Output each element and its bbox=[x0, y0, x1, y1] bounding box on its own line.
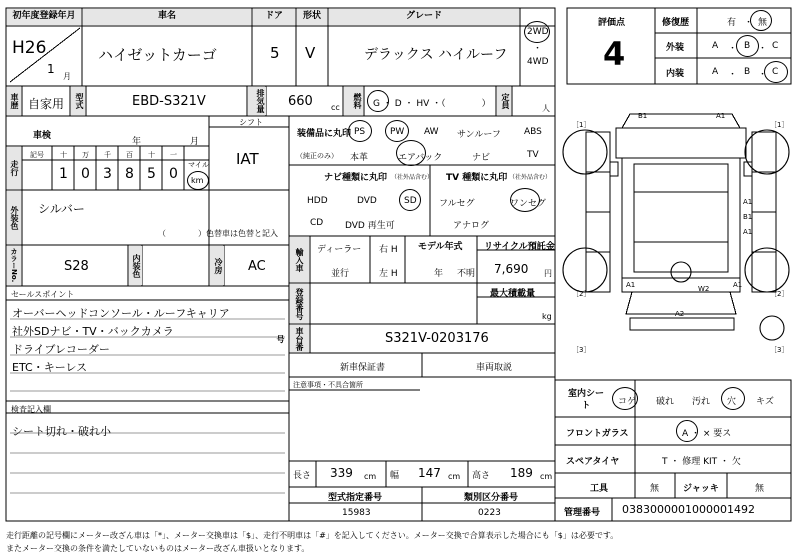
windshield-options: A ・ × 要ス bbox=[682, 429, 732, 439]
diagram-label-b1-top: B1 bbox=[638, 112, 648, 120]
ext-a: A bbox=[712, 41, 719, 51]
grade-label: グレード bbox=[329, 9, 519, 25]
length-label: 長さ bbox=[293, 471, 312, 481]
car-name-label: 車名 bbox=[83, 9, 251, 25]
digit-3: 3 bbox=[103, 166, 112, 182]
navi-sd: SD bbox=[404, 196, 417, 206]
navi-hdd: HDD bbox=[307, 196, 328, 206]
circle-sd bbox=[399, 189, 421, 211]
capacity-unit: 人 bbox=[542, 104, 550, 113]
footer-note-1: 走行距離の記号欄にメーター改ざん車は「*」、メーター交換車は「$」、走行不明車は「#」を記入してください。メーター交換で合算表示した場合にも「$」は必要です。 bbox=[6, 531, 619, 540]
corner-label-tl: ［1］ bbox=[572, 121, 591, 129]
shape: V bbox=[305, 44, 316, 62]
import-left-h: 左 H bbox=[379, 269, 398, 279]
windshield-label: フロントガラス bbox=[566, 429, 629, 439]
corner-label-tr: ［1］ bbox=[770, 121, 789, 129]
equip-ps: PS bbox=[354, 127, 366, 137]
fuel-label: 燃料 bbox=[344, 87, 363, 115]
int-dot2: ・ bbox=[758, 70, 768, 80]
exterior-color: シルバー bbox=[38, 202, 85, 216]
equip-leather: 本革 bbox=[350, 153, 369, 163]
type-designation-value: 15983 bbox=[342, 508, 371, 518]
model: EBD-S321V bbox=[132, 94, 206, 109]
import-label: 輸入車 bbox=[290, 237, 309, 282]
tv-analog: アナログ bbox=[453, 221, 490, 231]
inspection-month-unit: 月 bbox=[190, 137, 200, 147]
car-name: ハイゼットカーゴ bbox=[98, 46, 217, 64]
shape-label: 形状 bbox=[297, 9, 327, 25]
sales-point-1: オーバーヘッドコンソール・ルーフキャリア bbox=[12, 307, 230, 320]
recycle-label: リサイクル預託金 bbox=[484, 242, 555, 252]
km-label: km bbox=[191, 176, 204, 185]
circle-seat-burn bbox=[612, 387, 638, 410]
navi-dvd: DVD bbox=[357, 196, 377, 206]
int-b: B bbox=[744, 67, 751, 77]
shift: IAT bbox=[236, 150, 259, 168]
circle-int-c bbox=[764, 61, 788, 83]
digit-4: 8 bbox=[125, 166, 134, 182]
repair-yes: 有 bbox=[727, 18, 737, 28]
corner-label-br: ［3］ bbox=[770, 346, 789, 354]
digit-1: 1 bbox=[59, 166, 68, 182]
exterior-color-note: （ ）色替車は色替と記入 bbox=[158, 229, 278, 238]
exterior-label: 外装 bbox=[666, 43, 685, 53]
doors: 5 bbox=[270, 44, 280, 62]
width-unit: cm bbox=[448, 472, 461, 481]
int-dot1: ・ bbox=[728, 70, 738, 80]
circle-pw bbox=[385, 120, 409, 142]
max-load-label: 最大積載量 bbox=[490, 289, 536, 299]
diagram-label-w2: W2 bbox=[698, 285, 710, 293]
displacement-unit: cc bbox=[331, 103, 340, 112]
mile-label: マイル bbox=[188, 161, 209, 169]
diagram-label-a2: A2 bbox=[675, 310, 685, 318]
fuel-options: G ・ D ・ HV ・（ ） bbox=[373, 99, 491, 109]
circle-km bbox=[187, 171, 209, 190]
import-dealer: ディーラー bbox=[317, 245, 362, 255]
equip-tv: TV bbox=[527, 150, 539, 160]
ext-dot1: ・ bbox=[728, 44, 738, 54]
tv-label: TV 種類に丸印 bbox=[446, 173, 508, 183]
ext-b: B bbox=[744, 41, 751, 51]
equip-sunroof: サンルーフ bbox=[457, 130, 501, 140]
interior-seat-label: 室内シート bbox=[567, 389, 604, 411]
circle-oneseg bbox=[510, 188, 540, 212]
usage: 自家用 bbox=[28, 97, 65, 111]
shift-label: シフト bbox=[239, 118, 263, 127]
equip-navi: ナビ bbox=[472, 153, 491, 163]
max-load-unit: kg bbox=[542, 312, 552, 321]
ext-c: C bbox=[772, 41, 779, 51]
digit-2: 0 bbox=[81, 166, 90, 182]
equip-airbag: エアバック bbox=[398, 153, 443, 163]
navi-dvd-play: DVD 再生可 bbox=[345, 221, 395, 231]
chassis-label: 車台番号 bbox=[290, 325, 309, 352]
management-value: 0383000001000001492 bbox=[622, 503, 755, 516]
int-a: A bbox=[712, 67, 719, 77]
model-label: 型式 bbox=[71, 87, 85, 115]
spare-tire-options: T ・ 修理 KIT ・ 欠 bbox=[662, 457, 741, 467]
diagram-label-a1-r3: A1 bbox=[743, 228, 753, 236]
digit-label-6: 一 bbox=[170, 151, 177, 159]
diagram-label-a1-right: A1 bbox=[733, 281, 743, 289]
interior-color-label: 内装色 bbox=[129, 246, 142, 285]
chassis-value: S321V-0203176 bbox=[385, 331, 489, 346]
equipment-label: 装備品に丸印 bbox=[297, 129, 352, 139]
tools-label: 工具 bbox=[590, 484, 609, 494]
exterior-color-label: 外装色 bbox=[7, 191, 21, 244]
recycle-unit: 円 bbox=[544, 269, 552, 278]
length-value: 339 bbox=[330, 466, 353, 480]
digit-label-3: 千 bbox=[104, 151, 111, 159]
reg-number-label: 登録番号 bbox=[290, 284, 309, 323]
type-designation-label: 型式指定番号 bbox=[328, 493, 383, 503]
drive-4wd: 4WD bbox=[527, 57, 549, 67]
repair-label: 修復歴 bbox=[662, 18, 690, 28]
height-value: 189 bbox=[510, 466, 533, 480]
digit-label-1: 十 bbox=[60, 151, 67, 159]
seat-tear: 破れ bbox=[656, 397, 675, 407]
capacity-label: 定員 bbox=[497, 87, 511, 115]
length-unit: cm bbox=[364, 472, 377, 481]
circle-fuel-g bbox=[367, 90, 389, 112]
inspector-note-1: シート切れ・破れ小 bbox=[12, 425, 111, 438]
management-label: 管理番号 bbox=[564, 508, 601, 518]
tools-value: 無 bbox=[650, 484, 660, 494]
digit-label-4: 百 bbox=[126, 151, 133, 159]
equip-pw: PW bbox=[390, 127, 405, 137]
color-no: S28 bbox=[64, 259, 89, 274]
circle-seat-hole bbox=[721, 387, 745, 410]
width-label: 幅 bbox=[390, 471, 400, 481]
inspection-year-unit: 年 bbox=[132, 137, 142, 147]
interior-label: 内装 bbox=[666, 69, 685, 79]
inspection-label: 車検 bbox=[33, 131, 52, 141]
import-right-h: 右 H bbox=[379, 245, 398, 255]
sales-points-label: セールスポイント bbox=[11, 290, 75, 299]
first-reg-label: 初年度登録年月 bbox=[7, 9, 81, 25]
score-value: 4 bbox=[603, 35, 626, 73]
first-reg-month: 1 bbox=[47, 62, 55, 76]
circle-windshield-a bbox=[676, 420, 698, 442]
navi-cd: CD bbox=[310, 218, 324, 228]
color-no-label: カラーNo. bbox=[7, 246, 21, 285]
tv-fullseg: フルセグ bbox=[439, 199, 475, 209]
spare-tire-label: スペアタイヤ bbox=[566, 457, 620, 467]
import-parallel: 並行 bbox=[331, 269, 350, 279]
circle-ps bbox=[348, 120, 372, 142]
corner-label-ml: ［2］ bbox=[572, 290, 591, 298]
displacement-label: 排気量 bbox=[248, 87, 266, 115]
circle-repair-no bbox=[750, 10, 772, 31]
repair-dot: ・ bbox=[744, 18, 754, 28]
navi-sub: （社外品含む） bbox=[391, 174, 434, 181]
jack-value: 無 bbox=[755, 484, 765, 494]
repair-no: 無 bbox=[758, 18, 768, 28]
circle-ext-b bbox=[736, 35, 759, 57]
usage-label: 車歴 bbox=[7, 87, 21, 115]
navi-label: ナビ種類に丸印 bbox=[324, 173, 388, 183]
digit-label-2: 万 bbox=[82, 151, 89, 159]
sales-point-2: 社外SDナビ・TV・バックカメラ bbox=[12, 325, 174, 338]
int-c: C bbox=[772, 67, 779, 77]
circle-2wd bbox=[524, 21, 550, 43]
height-label: 高さ bbox=[472, 471, 491, 481]
digit-6: 0 bbox=[169, 166, 178, 182]
equip-abs: ABS bbox=[524, 127, 542, 137]
model-year-year: 年 bbox=[434, 269, 444, 279]
score-label: 評価点 bbox=[598, 18, 626, 28]
ext-dot2: ・ bbox=[758, 44, 768, 54]
car-damage-diagram bbox=[560, 92, 792, 377]
corner-label-bl: ［3］ bbox=[572, 346, 591, 354]
class-number-label: 類別区分番号 bbox=[464, 493, 519, 503]
drive-dot: ・ bbox=[533, 44, 543, 54]
ac-label: 冷房 bbox=[210, 246, 224, 285]
width-value: 147 bbox=[418, 466, 441, 480]
digit-5: 5 bbox=[147, 166, 156, 182]
seat-hole: 穴 bbox=[727, 397, 737, 407]
diagram-label-a1-top: A1 bbox=[716, 112, 726, 120]
tv-sub: （社外品含む） bbox=[509, 174, 552, 181]
new-car-warranty: 新車保証書 bbox=[340, 363, 386, 373]
class-number-value: 0223 bbox=[478, 508, 501, 518]
recycle-value: 7,690 bbox=[494, 262, 529, 276]
digit-label-5: 十 bbox=[148, 151, 155, 159]
seat-dirt: 汚れ bbox=[692, 397, 711, 407]
seat-burn: コゲ bbox=[618, 397, 637, 407]
equip-aw: AW bbox=[424, 127, 439, 137]
ac: AC bbox=[248, 259, 266, 274]
footer-note-2: またメーター交換の条件を満たしていないものはメーター改ざん車扱いとなります。 bbox=[6, 544, 310, 553]
displacement: 660 bbox=[288, 94, 313, 109]
model-year-label: モデル年式 bbox=[418, 242, 463, 252]
tv-oneseg: ワンセグ bbox=[510, 199, 547, 209]
height-unit: cm bbox=[540, 472, 553, 481]
corner-label-mr: ［2］ bbox=[770, 290, 789, 298]
grade: デラックス ハイルーフ bbox=[364, 47, 508, 63]
sales-point-3: ドライブレコーダー bbox=[12, 343, 110, 356]
jack-label: ジャッキ bbox=[683, 484, 719, 494]
diagram-label-a1-left: A1 bbox=[626, 281, 636, 289]
diagram-label-a1-r1: A1 bbox=[743, 198, 753, 206]
circle-airbag bbox=[396, 140, 426, 166]
drive-2wd: 2WD bbox=[527, 27, 549, 37]
first-reg-month-unit: 月 bbox=[63, 72, 71, 81]
notes-label: 注意事項・不具合箇所 bbox=[293, 381, 363, 389]
inspector-notes-label: 検査記入欄 bbox=[11, 405, 51, 414]
mileage-label: 走行 bbox=[7, 147, 21, 189]
equipment-sub: （純正のみ） bbox=[296, 152, 338, 160]
model-year-unknown: 不明 bbox=[457, 269, 476, 279]
door-label: ドア bbox=[253, 9, 295, 25]
first-reg-era: H26 bbox=[12, 38, 47, 58]
diagram-label-b1-r2: B1 bbox=[743, 213, 753, 221]
seat-scratch: キズ bbox=[756, 397, 774, 407]
record-label: 記号 bbox=[30, 151, 44, 159]
vehicle-manual: 車両取説 bbox=[476, 363, 513, 373]
sales-point-4: ETC・キーレス bbox=[12, 361, 88, 374]
